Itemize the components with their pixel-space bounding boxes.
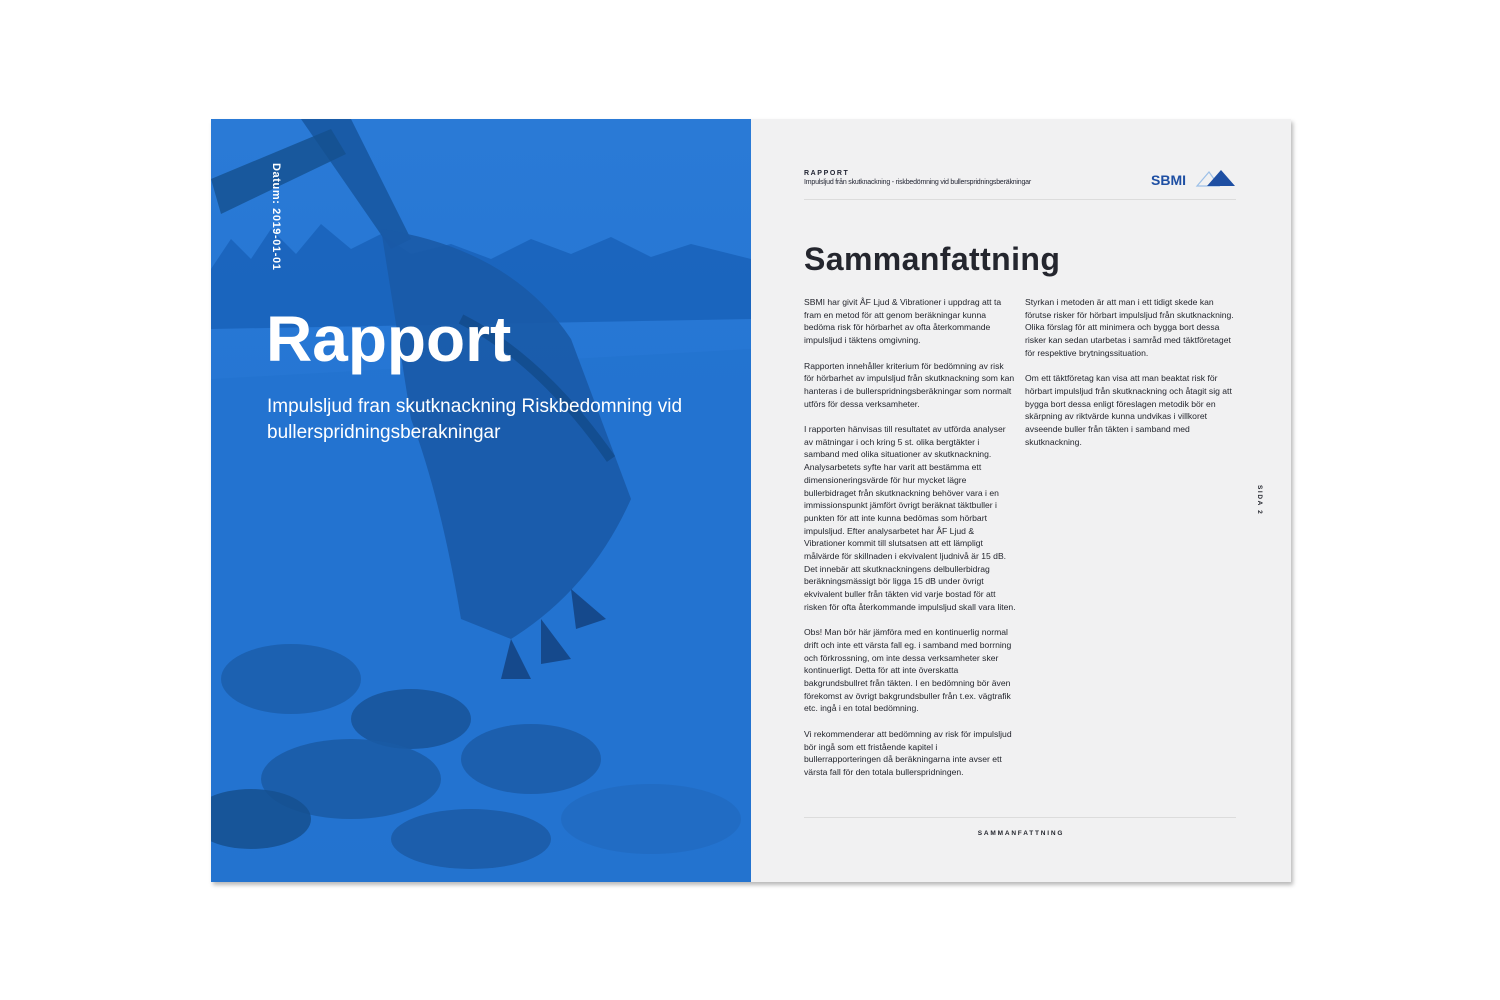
paragraph: Obs! Man bör här jämföra med en kontinuerlig normal drift och inte ett värsta fall eg. i samband med borrning och förkrossning, om inte dessa verksamheter sker kontinuerligt. Detta för att inte överskatta bakgrundsbullret från täkten. I en bedömning bör även förekomst av övrigt bakgrundsbuller från t.ex. vägtrafik etc. ingå i en total bedömning. bbox=[804, 627, 1012, 714]
cover-title: Rapport bbox=[266, 303, 512, 375]
paragraph: SBMI har givit ÅF Ljud & Vibrationer i uppdrag att ta fram en metod för att genom beräkningar kunna bedöma risk för hörbarhet av ofta återkommande impulsljud i täktens omgivning. bbox=[804, 297, 1002, 346]
report-date: Datum: 2019-01-01 bbox=[270, 163, 282, 271]
header-label: RAPPORT bbox=[804, 170, 850, 177]
summary-page bbox=[751, 119, 1291, 882]
footer-divider bbox=[804, 817, 1236, 818]
cover-page bbox=[211, 119, 751, 882]
logo-text: SBMI bbox=[1151, 172, 1186, 188]
footer-section-label: SAMMANFATTNING bbox=[977, 830, 1065, 837]
document-spread bbox=[211, 119, 1291, 882]
paragraph: Styrkan i metoden är att man i ett tidigt skede kan förutse risker för hörbart impulsljud från skutknackning. Olika förslag för att minimera och bygga bort dessa risker kan sedan utarbetas i samråd med täktföretaget för respektive brytningssituation. bbox=[1025, 297, 1234, 358]
paragraph: I rapporten hänvisas till resultatet av utförda analyser av mätningar i och kring 5 st. olika bergtäkter i samband med olika situationer av skutknackning. Analysarbetets syfte har varit att bestämma ett dimensioneringsvärde för hur mycket lägre bullerbidraget från skutknackning behöver vara i en immissionspunkt jämfört övrigt beräknat täktbuller i punkten för att inte kunna bedömas som hörbart impulsljud. Efter analysarbetet har ÅF Ljud & Vibrationer kommit till slutsatsen att ett lämpligt målvärde för skillnaden i ekvivalent ljudnivå är 15 dB. Det innebär att skutknackningens delbullerbidrag beräkningsmässigt bör ligga 15 dB under övrigt ekvivalent buller från täkten vid varje bostad för att risken för ofta återkommande impulsljud skall vara liten. bbox=[804, 424, 1016, 612]
text-column-2 bbox=[1025, 296, 1237, 461]
mountain-logo-icon bbox=[1195, 168, 1239, 190]
header-subtitle: Impulsljud från skutknackning - riskbedömning vid bullerspridningsberäkningar bbox=[804, 179, 1032, 186]
excavator-photo bbox=[211, 119, 751, 882]
page-heading: Sammanfattning bbox=[804, 241, 1061, 277]
page-number: SIDA 2 bbox=[1256, 485, 1263, 516]
sbmi-logo bbox=[1151, 168, 1241, 190]
text-column-1 bbox=[804, 296, 1016, 791]
cover-subtitle: Impulsljud fran skutknackning Riskbedomning vid bullerspridningsberakningar bbox=[267, 396, 683, 443]
header-divider bbox=[804, 199, 1236, 200]
paragraph: Om ett täktföretag kan visa att man beaktat risk för hörbart impulsljud från skutknackning och åtagit sig att bygga bort dessa enligt föreslagen metodik bör en skärpning av riktvärde kunna undvikas i villkoret avseende buller från täkten i samband med skutknackning. bbox=[1025, 373, 1232, 447]
paragraph: Rapporten innehåller kriterium för bedömning av risk för hörbarhet av impulsljud från skutknackning som kan hanteras i de bullerspridningsberäkningar som normalt utförs för dessa verksamheter. bbox=[804, 360, 1015, 409]
paragraph: Vi rekommenderar att bedömning av risk för impulsljud bör ingå som ett fristående kapitel i bullerrapporteringen då beräkningarna inte avser ett värsta fall för den totala bullerspridningen. bbox=[804, 728, 1012, 777]
